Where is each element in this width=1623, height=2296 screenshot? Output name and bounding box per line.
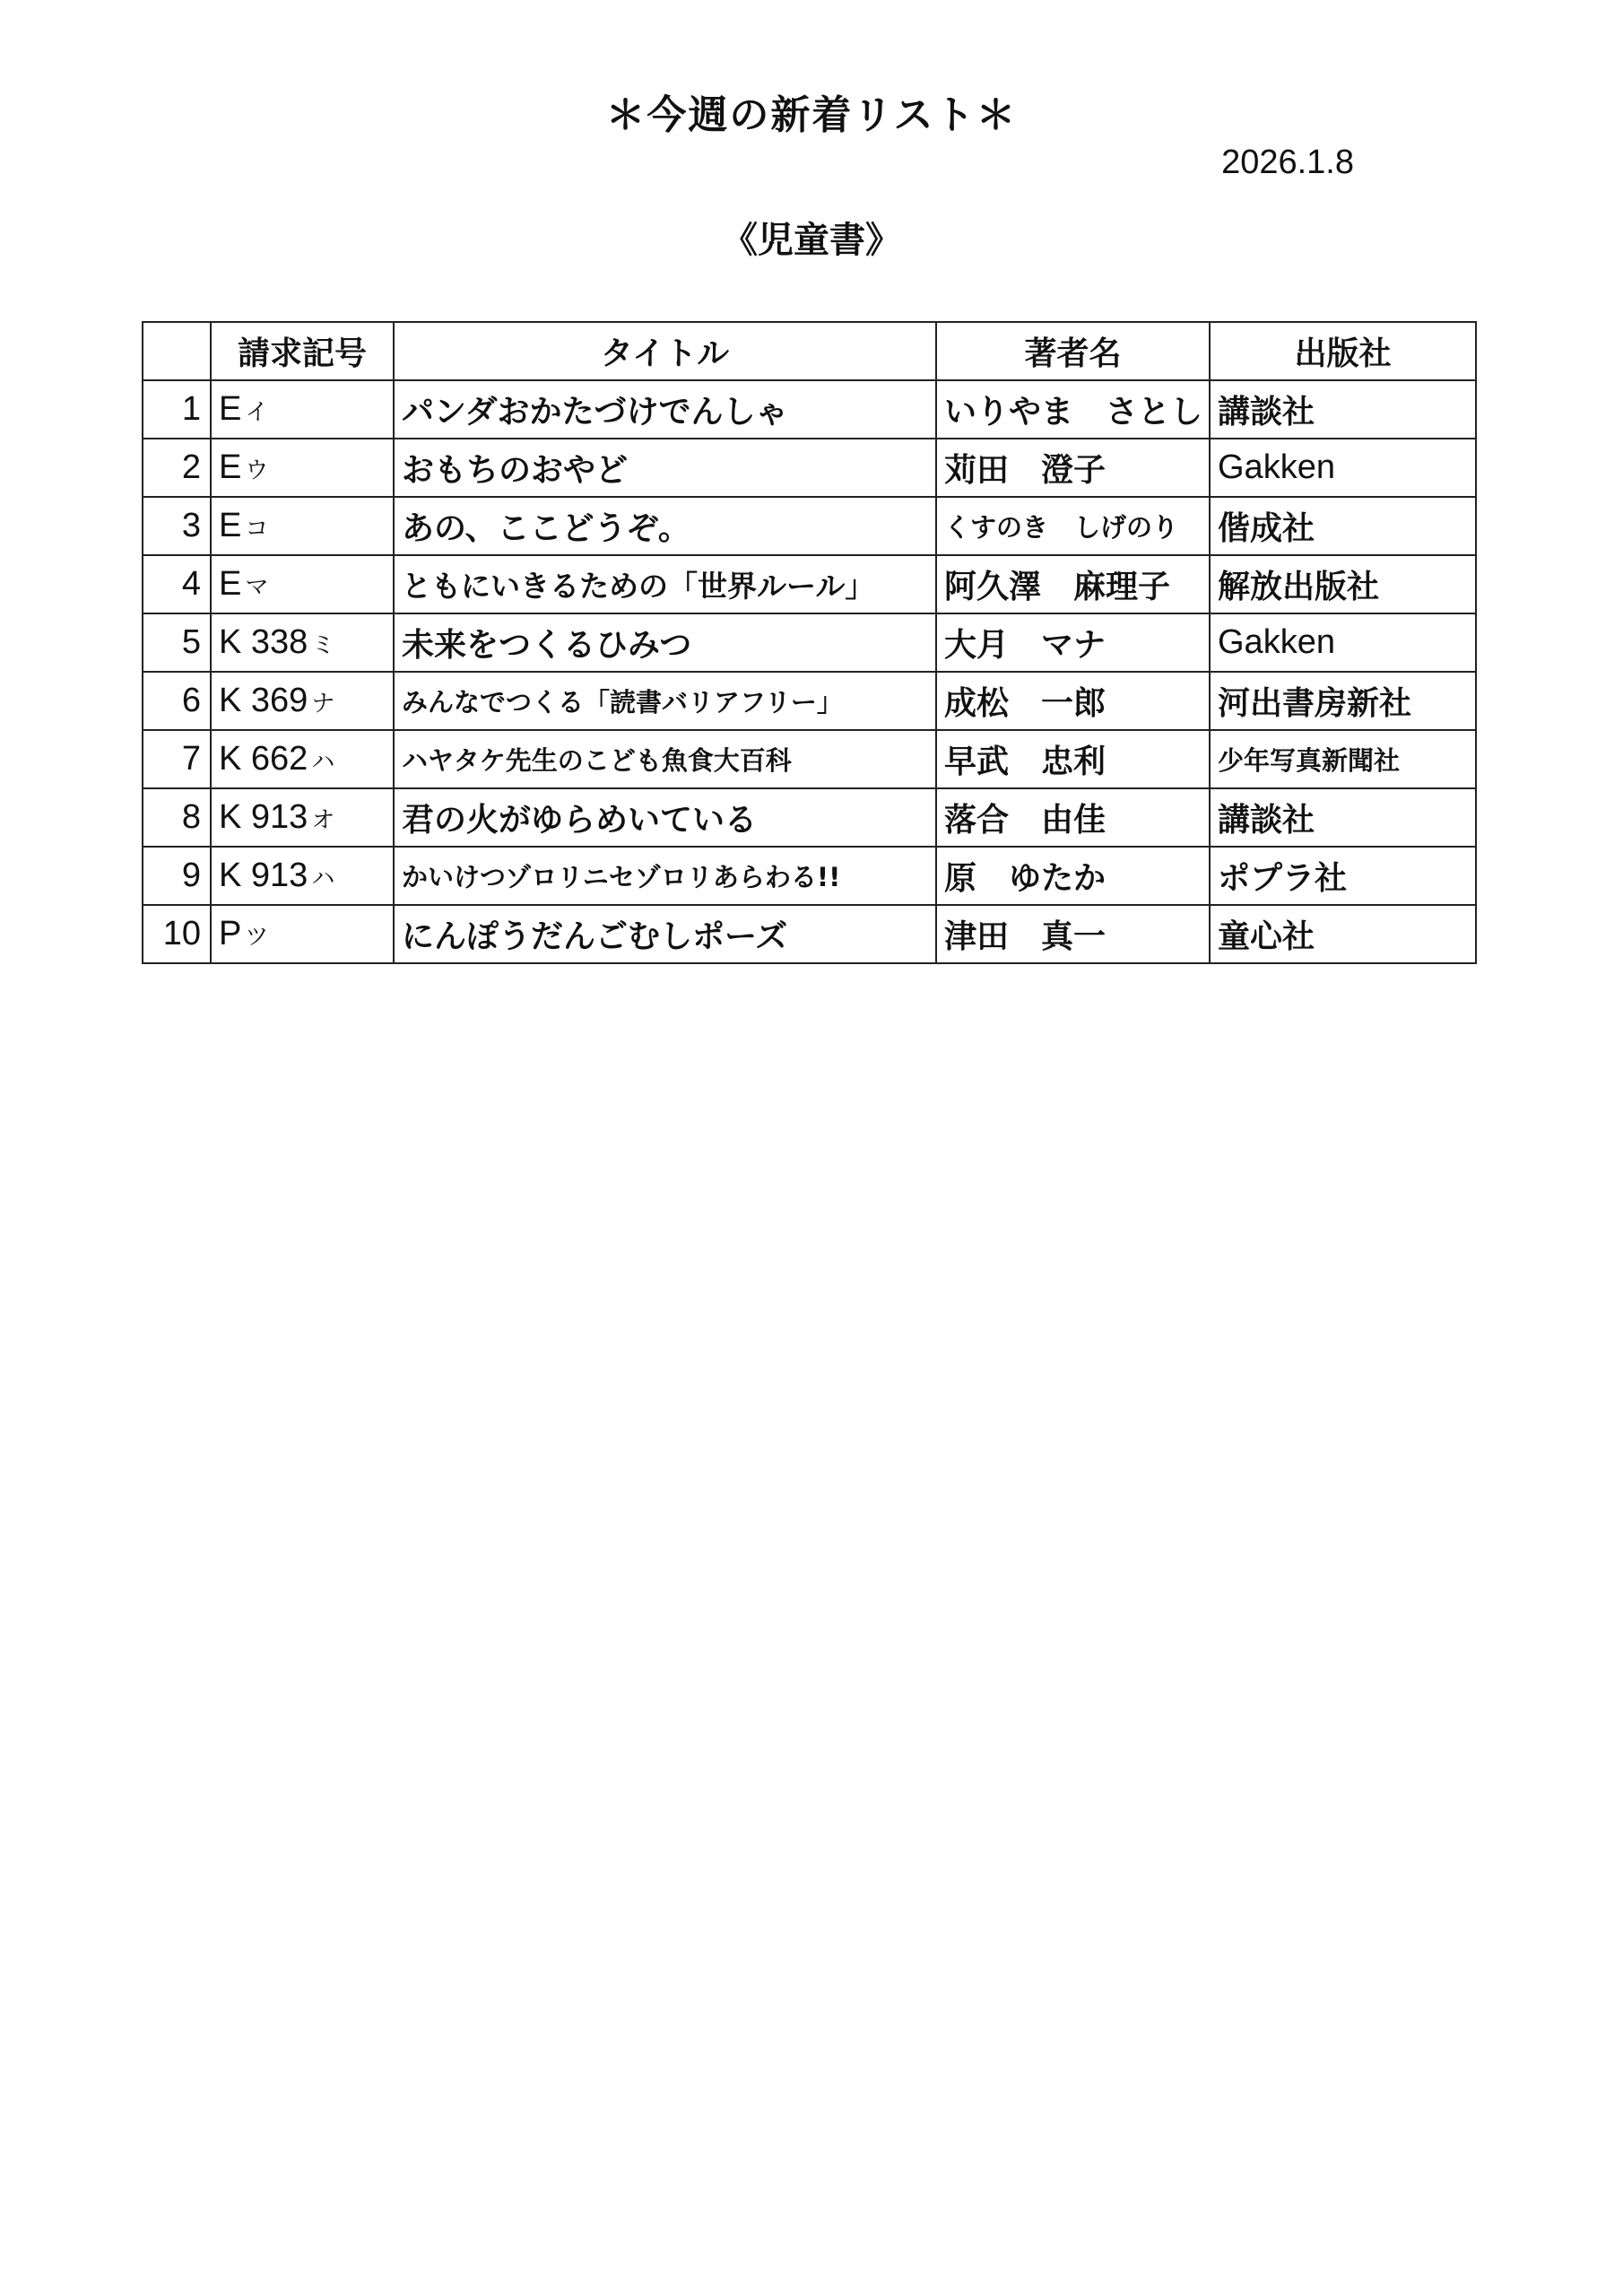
call-number-main: E (219, 565, 242, 603)
book-publisher: 講談社 (1210, 788, 1476, 847)
book-publisher: 少年写真新聞社 (1210, 730, 1476, 788)
call-number-main: K 338 (219, 623, 308, 661)
column-header-title: タイトル (394, 322, 936, 380)
call-number (211, 497, 394, 555)
table-row (143, 847, 1476, 905)
book-author: 早武 忠利 (936, 730, 1210, 788)
list-date: 2026.1.8 (1221, 144, 1354, 181)
book-author: いりやま さとし (936, 380, 1210, 439)
call-number-kana: ミ (311, 631, 335, 658)
row-number: 3 (143, 497, 211, 555)
section-title: 《児童書》 (722, 220, 901, 261)
book-author: 津田 真一 (936, 905, 1210, 963)
call-number (211, 730, 394, 788)
book-author: 成松 一郎 (936, 672, 1210, 730)
book-title: あの、ここどうぞ。 (394, 497, 936, 555)
call-number (211, 672, 394, 730)
call-number-kana: ナ (311, 690, 335, 717)
column-header-author: 著者名 (936, 322, 1210, 380)
row-number: 1 (143, 380, 211, 439)
table-row (143, 555, 1476, 613)
table-row (143, 497, 1476, 555)
book-author: 阿久澤 麻理子 (936, 555, 1210, 613)
call-number-main: E (219, 448, 242, 486)
call-number-main: E (219, 507, 242, 544)
call-number-kana: イ (245, 398, 269, 425)
book-title: ともにいきるための「世界ルール」 (394, 555, 936, 613)
call-number (211, 439, 394, 497)
book-author: くすのき しげのり (936, 497, 1210, 555)
call-number-kana: ツ (245, 923, 269, 950)
row-number: 2 (143, 439, 211, 497)
new-books-table (142, 321, 1477, 964)
table-header-row (143, 322, 1476, 380)
book-title: かいけつゾロリニセゾロリあらわる!! (394, 847, 936, 905)
table-row (143, 672, 1476, 730)
call-number-kana: コ (245, 515, 269, 542)
book-publisher: Gakken (1210, 439, 1476, 497)
book-title: パンダおかたづけでんしゃ (394, 380, 936, 439)
page-title: ＊今週の新着リスト＊ (605, 92, 1018, 138)
call-number (211, 613, 394, 672)
book-title: にんぽうだんごむしポーズ (394, 905, 936, 963)
book-title: おもちのおやど (394, 439, 936, 497)
row-number: 7 (143, 730, 211, 788)
call-number-kana: オ (311, 806, 335, 833)
book-author: 落合 由佳 (936, 788, 1210, 847)
table-row (143, 613, 1476, 672)
call-number-kana: マ (245, 573, 269, 600)
call-number (211, 905, 394, 963)
book-author: 大月 マナ (936, 613, 1210, 672)
call-number (211, 380, 394, 439)
table-row (143, 380, 1476, 439)
call-number-main: K 662 (219, 740, 308, 778)
call-number-kana: ハ (311, 865, 335, 891)
book-publisher: ポプラ社 (1210, 847, 1476, 905)
column-header-call-number: 請求記号 (211, 322, 394, 380)
call-number-kana: ハ (311, 748, 335, 775)
call-number-kana: ウ (245, 457, 269, 483)
call-number-main: K 913 (219, 798, 308, 836)
call-number (211, 555, 394, 613)
table-row (143, 730, 1476, 788)
call-number-main: K 369 (219, 682, 308, 719)
column-header-number (143, 322, 211, 380)
call-number-main: K 913 (219, 857, 308, 894)
row-number: 8 (143, 788, 211, 847)
row-number: 9 (143, 847, 211, 905)
call-number-main: P (219, 915, 242, 952)
book-title: ハヤタケ先生のこども魚食大百科 (394, 730, 936, 788)
table-row (143, 905, 1476, 963)
row-number: 4 (143, 555, 211, 613)
book-title: 未来をつくるひみつ (394, 613, 936, 672)
book-publisher: 講談社 (1210, 380, 1476, 439)
row-number: 5 (143, 613, 211, 672)
book-publisher: 解放出版社 (1210, 555, 1476, 613)
call-number-main: E (219, 390, 242, 428)
book-title: 君の火がゆらめいている (394, 788, 936, 847)
book-author: 原 ゆたか (936, 847, 1210, 905)
book-title: みんなでつくる「読書バリアフリー」 (394, 672, 936, 730)
book-author: 苅田 澄子 (936, 439, 1210, 497)
table-row (143, 788, 1476, 847)
book-publisher: Gakken (1210, 613, 1476, 672)
book-publisher: 河出書房新社 (1210, 672, 1476, 730)
table-row (143, 439, 1476, 497)
book-publisher: 童心社 (1210, 905, 1476, 963)
call-number (211, 847, 394, 905)
row-number: 6 (143, 672, 211, 730)
call-number (211, 788, 394, 847)
row-number: 10 (143, 905, 211, 963)
book-publisher: 偕成社 (1210, 497, 1476, 555)
column-header-publisher: 出版社 (1210, 322, 1476, 380)
